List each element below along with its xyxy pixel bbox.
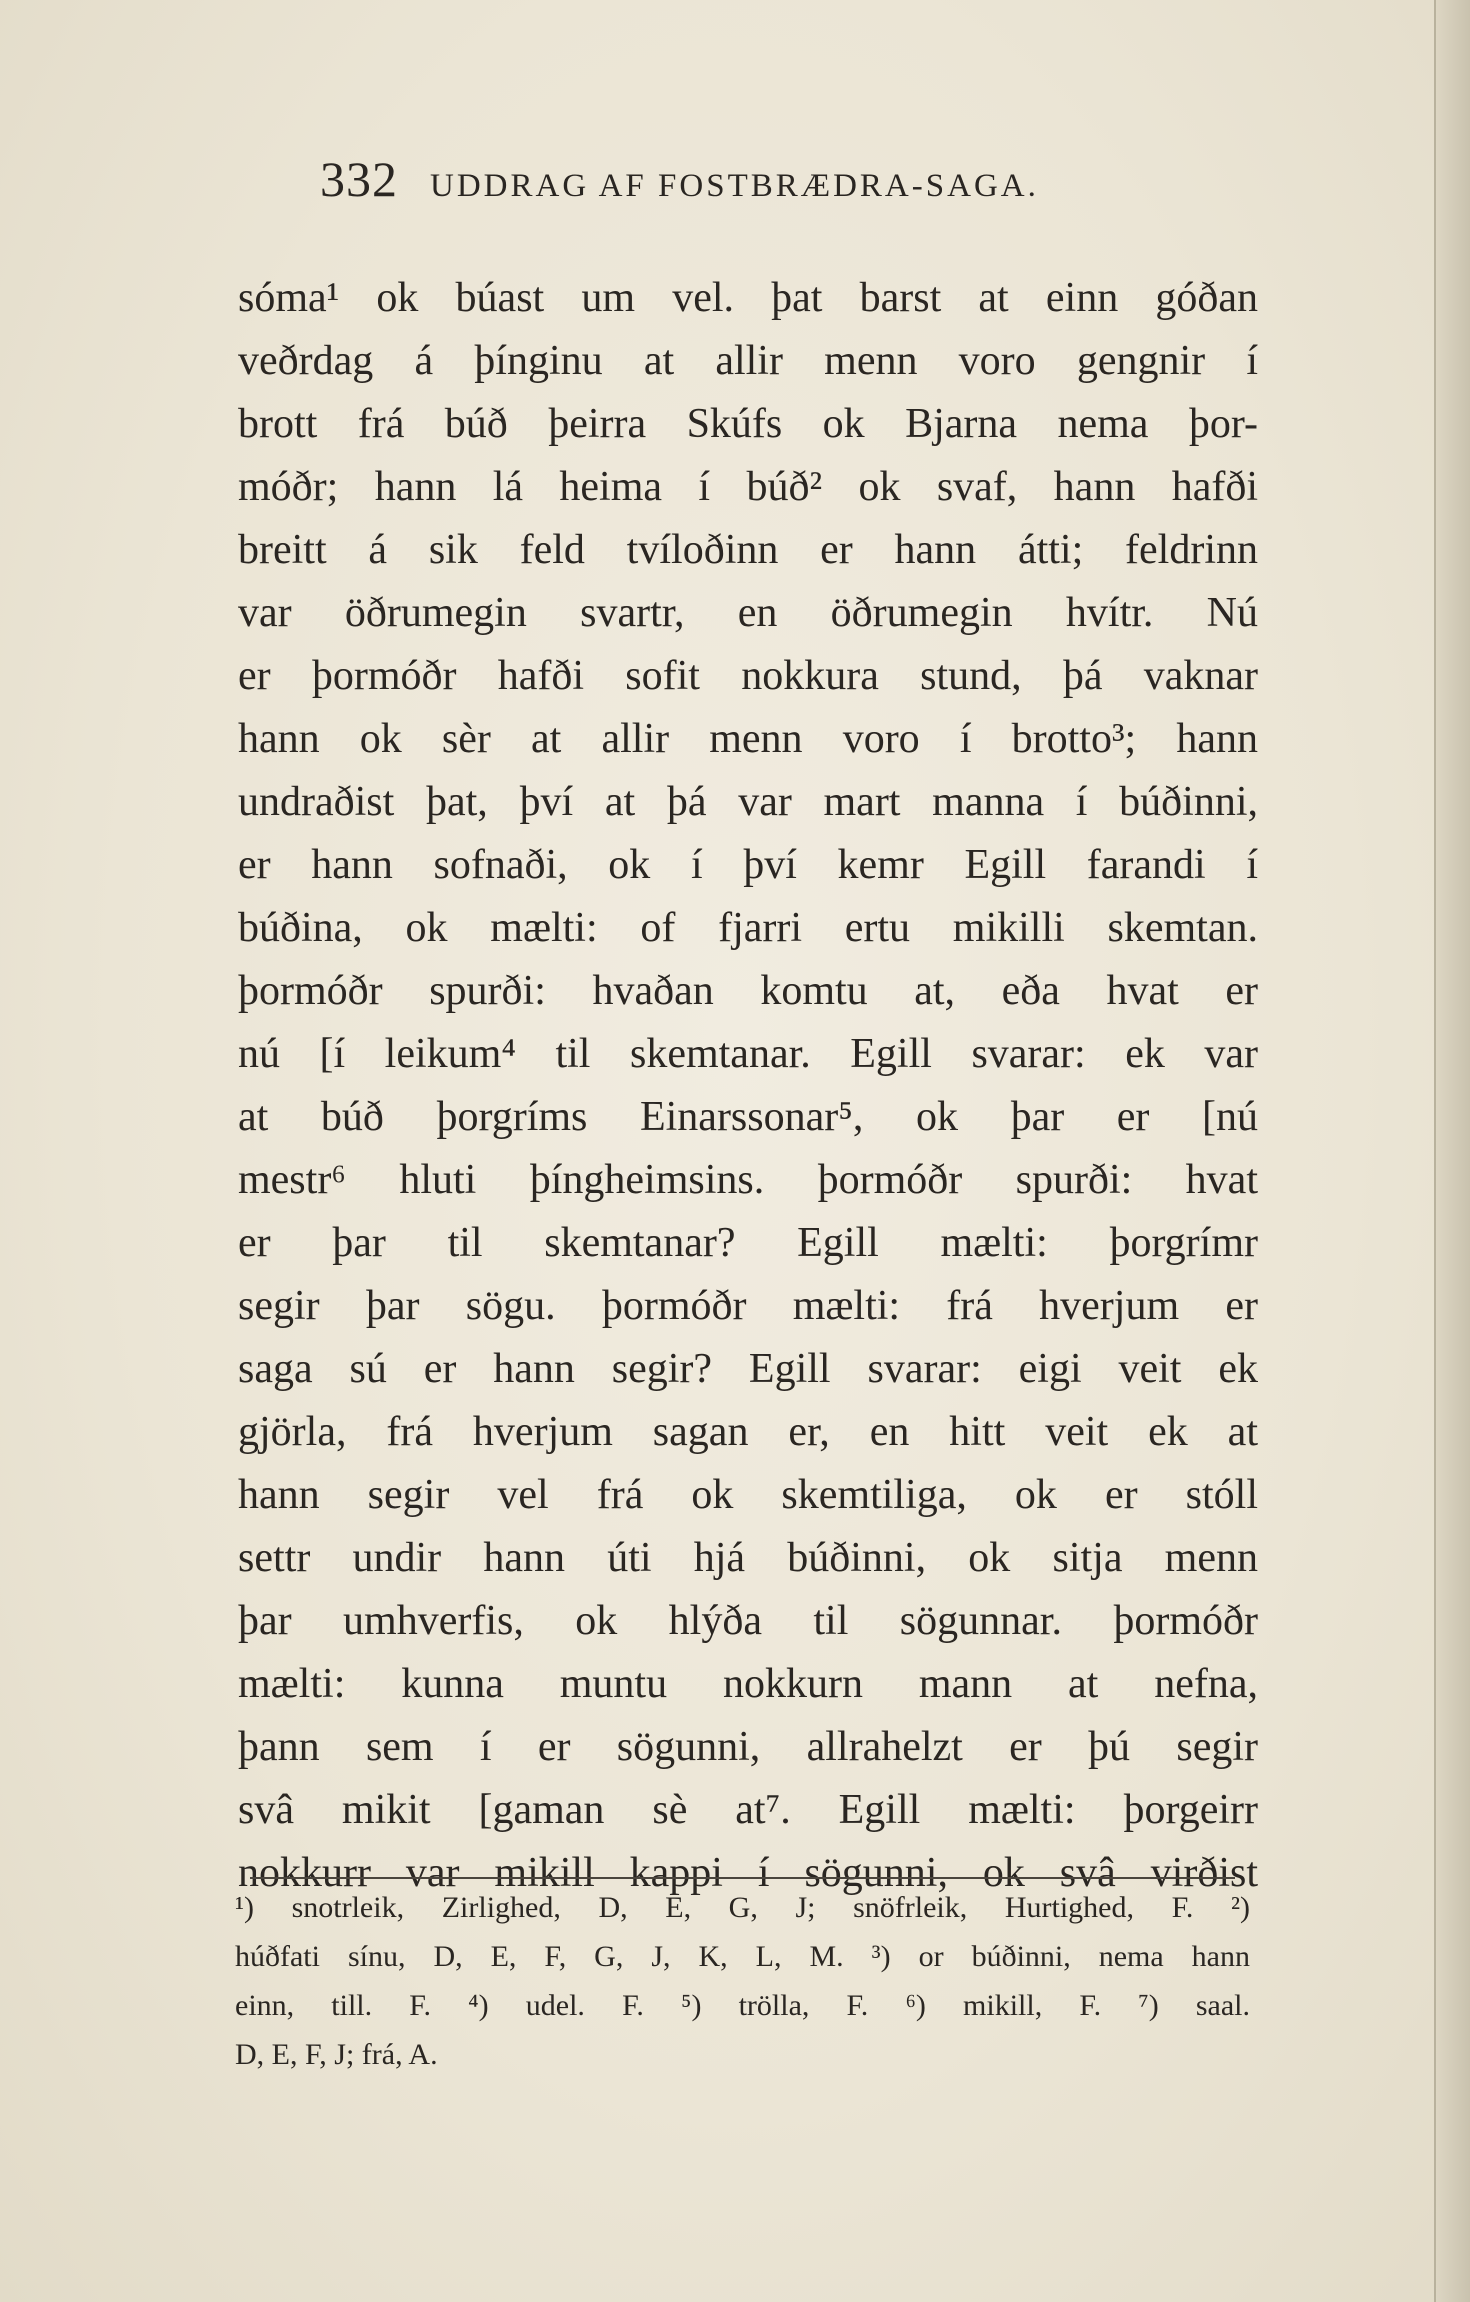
- footnotes: [235, 1883, 1250, 2079]
- text-line: búðina, ok mælti: of fjarri ertu mikilli skemtan.: [238, 905, 1258, 951]
- text-line: svâ mikit [gaman sè at⁷. Egill mælti: þorgeirr: [238, 1787, 1258, 1833]
- text-line: hann segir vel frá ok skemtiliga, ok er stóll: [238, 1472, 1258, 1518]
- text-line: veðrdag á þínginu at allir menn voro gengnir í: [238, 338, 1258, 384]
- text-line: var öðrumegin svartr, en öðrumegin hvítr. Nú: [238, 590, 1258, 636]
- main-text: [238, 267, 1258, 1912]
- text-line: mælti: kunna muntu nokkurn mann at nefna,: [238, 1661, 1258, 1707]
- footnote-rule: [250, 1877, 1235, 1879]
- text-line: er þar til skemtanar? Egill mælti: þorgrímr: [238, 1220, 1258, 1266]
- text-line: þar umhverfis, ok hlýða til sögunnar. þormóðr: [238, 1598, 1258, 1644]
- footnote-line: D, E, F, J; frá, A.: [235, 2038, 438, 2071]
- text-line: mestr⁶ hluti þíngheimsins. þormóðr spurði: hvat: [238, 1157, 1258, 1203]
- text-line: settr undir hann úti hjá búðinni, ok sitja menn: [238, 1535, 1258, 1581]
- text-line: nú [í leikum⁴ til skemtanar. Egill svarar: ek var: [238, 1031, 1258, 1077]
- text-line: þormóðr spurði: hvaðan komtu at, eða hvat er: [238, 968, 1258, 1014]
- text-line: móðr; hann lá heima í búð² ok svaf, hann hafði: [238, 464, 1258, 510]
- text-line: er hann sofnaði, ok í því kemr Egill farandi í: [238, 842, 1258, 888]
- text-line: sóma¹ ok búast um vel. þat barst at einn góðan: [238, 275, 1258, 321]
- text-line: gjörla, frá hverjum sagan er, en hitt veit ek at: [238, 1409, 1258, 1455]
- text-line: breitt á sik feld tvíloðinn er hann átti; feldrinn: [238, 527, 1258, 573]
- text-line: undraðist þat, því at þá var mart manna í búðinni,: [238, 779, 1258, 825]
- page-header: [320, 150, 1220, 210]
- footnote-line: ¹) snotrleik, Zirlighed, D, E, G, J; snöfrleik, Hurtighed, F. ²): [235, 1891, 1250, 1924]
- footnote-line: húðfati sínu, D, E, F, G, J, K, L, M. ³) or búðinni, nema hann: [235, 1940, 1250, 1973]
- running-title: UDDRAG AF FOSTBRÆDRA-SAGA.: [430, 168, 1039, 204]
- page-number: 332: [320, 151, 398, 207]
- text-line: segir þar sögu. þormóðr mælti: frá hverjum er: [238, 1283, 1258, 1329]
- text-line: þann sem í er sögunni, allrahelzt er þú segir: [238, 1724, 1258, 1770]
- text-line: brott frá búð þeirra Skúfs ok Bjarna nema þor-: [238, 401, 1258, 447]
- text-line: er þormóðr hafði sofit nokkura stund, þá vaknar: [238, 653, 1258, 699]
- page-edge: [1434, 0, 1470, 2302]
- footnote-line: einn, till. F. ⁴) udel. F. ⁵) trölla, F. ⁶) mikill, F. ⁷) saal.: [235, 1989, 1250, 2022]
- text-line: saga sú er hann segir? Egill svarar: eigi veit ek: [238, 1346, 1258, 1392]
- text-line: hann ok sèr at allir menn voro í brotto³; hann: [238, 716, 1258, 762]
- text-line: at búð þorgríms Einarssonar⁵, ok þar er [nú: [238, 1094, 1258, 1140]
- text-line: nokkurr var mikill kappi í sögunni, ok svâ virðist: [238, 1850, 1258, 1896]
